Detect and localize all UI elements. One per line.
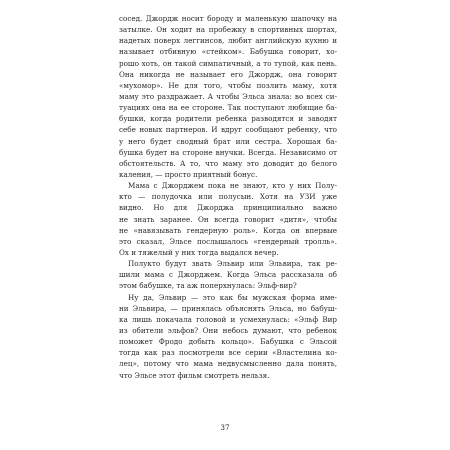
text-line: сосед. Джордж носит бороду и маленькую шапочку на (119, 14, 337, 23)
text-line: у него будет сводный брат или сестра. Хорошая ба- (119, 136, 337, 146)
text-line: кто — полудочка или полусын. Хотя на УЗИ уже (119, 192, 337, 202)
text-line: себе новых партнеров. И вдруг сообщают ребенку, что (119, 125, 337, 135)
text-line: шили мама с Джорджем. Когда Эльса рассказала об (119, 270, 337, 280)
text-line: туациях она на ее стороне. Так поступают любящие ба- (119, 103, 337, 113)
text-line: каления, — просто приятный бонус. (119, 169, 258, 179)
text-line: обстоятельств. А то, что маму это доводит до белого (119, 158, 337, 168)
text-line: «мухомор». Не для того, чтобы позлить маму, хотя (119, 80, 337, 90)
text-line: Ну да, Эльвир — это как бы мужская форма име- (128, 292, 337, 302)
text-line: Мама с Джорджем пока не знают, кто у них Полу- (128, 181, 337, 191)
text-line: этом бабушке, та аж поперхнулась: Эльф-вир? (119, 281, 297, 291)
text-line: не «навязывать гендерную роль». Когда он впервые (119, 225, 337, 235)
text-line: Полукто будут звать Эльвир или Эльвира, так ре- (128, 259, 337, 269)
text-line: не знать заранее. Он всегда говорит «дитя», чтобы (119, 214, 337, 224)
text-line: Она никогда не называет его Джордж, она говорит (119, 69, 337, 79)
text-line: из обители эльфов? Они небось думают, что ребенок (119, 325, 337, 335)
text-line: Ох и тяжелый у них тогда выдался вечер. (119, 247, 279, 257)
page-number: 37 (220, 423, 230, 432)
text-line: это сказал, Эльсе послышалось «гендерный тролль». (119, 236, 337, 246)
text-line: ка лишь покачала головой и усмехнулась: «Эльф Вир (119, 314, 337, 324)
text-line: бушка будет на стороне внучки. Всегда. Независимо от (119, 147, 337, 157)
text-line: бушки, когда родители ребенка разводятся и заводят (119, 114, 337, 124)
text-line: что Эльсе этот фильм смотреть нельзя. (119, 370, 270, 380)
text-line: лец», потому что мама недвусмысленно дала понять, (119, 359, 337, 369)
text-line: надетых поверх леггинсов, любит английскую кухню и (119, 36, 337, 46)
text-line: поможет Фродо добыть кольцо». Бабушка с Эльсой (119, 337, 337, 347)
body-text (119, 13, 337, 381)
text-line: тогда как раз посмотрели все серии «Властелина ко- (119, 348, 337, 358)
text-line: затылке. Он ходит на пробежку в спортивных шортах, (119, 25, 337, 35)
text-line: ни Эльвира, — принялась объяснять Эльса, но бабуш- (119, 303, 337, 313)
text-line: называет отбивную «стейком». Бабушка говорит, хо- (119, 47, 337, 57)
text-line: видно. Но для Джорджа принципиально важно (119, 203, 337, 213)
text-line: рошо хоть, он такой симпатичный, а то тупой, как пень. (119, 58, 337, 68)
text-line: маму это раздражает. А чтобы Эльса знала: во всех си- (119, 91, 337, 101)
